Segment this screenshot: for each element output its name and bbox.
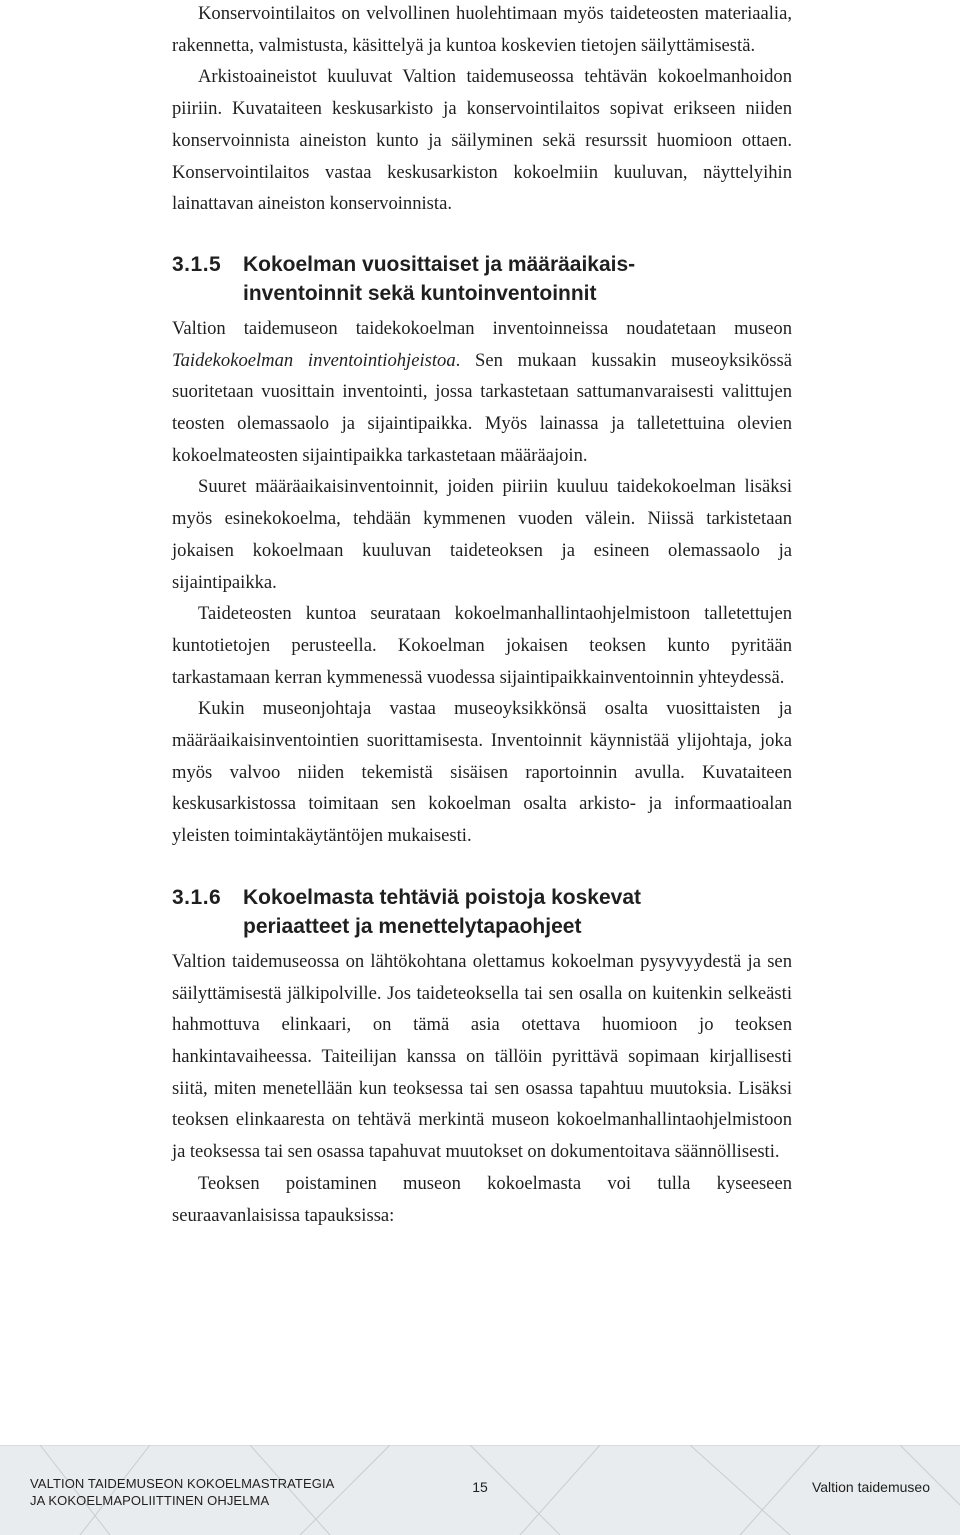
paragraph-inventory-guidelines — [172, 313, 792, 472]
section-title-line-1: Kokoelmasta tehtäviä poistoja koskevat — [243, 885, 641, 909]
section-title — [243, 250, 635, 308]
section-title-line-2: periaatteet ja menettelytapaohjeet — [243, 914, 582, 938]
publisher-name: Valtion taidemuseo — [811, 1479, 930, 1495]
paragraph-periodic-inventories: Suuret määräaikaisinventoinnit, joiden piiriin kuuluu taidekokoelman lisäksi myös esinekokoelma, tehdään kymmenen vuoden välein. Niissä tarkistetaan jokaisen kokoelmaan kuuluvan taideteoksen ja esineen olemassaolo ja sijaintipaikka. — [172, 476, 792, 593]
publication-title — [30, 1475, 334, 1509]
publication-title-line-1: VALTION TAIDEMUSEON KOKOELMASTRATEGIA — [30, 1476, 335, 1491]
section-title — [243, 883, 641, 941]
paragraph-condition-monitoring: Taideteosten kuntoa seurataan kokoelmanhallintaohjelmistoon talletettujen kuntotietojen perusteella. Kokoelman jokaisen teoksen kunto pyritään tarkastamaan kerran kymmenessä vuodessa sijaintipaikkainventoinnin yhteydessä. — [172, 603, 792, 688]
paragraph-removal-cases: Teoksen poistaminen museon kokoelmasta voi tulla kyseeseen seuraavanlaisissa tapauksissa: — [172, 1172, 792, 1226]
document-body — [172, 0, 792, 1231]
section-number: 3.1.6 — [172, 885, 222, 909]
text-run: Valtion taidemuseon taidekokoelman inventoinneissa noudatetaan museon — [172, 317, 792, 339]
paragraph-archive-materials: Arkistoaineistot kuuluvat Valtion taidemuseossa tehtävän kokoelmanhoidon piiriin. Kuvataiteen keskusarkisto ja konservointilaitos sopivat erikseen niiden konservoinnista aineiston kunto ja säilyminen sekä resurssit huomioon ottaen. Konservointilaitos vastaa keskusarkiston kokoelmiin kuuluvan, näyttelyihin lainattavan aineiston konservoinnista. — [172, 66, 792, 215]
paragraph-conservation-duty: Konservointilaitos on velvollinen huolehtimaan myös taideteosten materiaalia, rakennetta, valmistusta, käsittelyä ja kuntoa koskevien tietojen säilyttämisestä. — [172, 3, 792, 56]
paragraph-responsibilities: Kukin museonjohtaja vastaa museoyksikkönsä osalta vuosittaisten ja määräaikaisinventointien suorittamisesta. Inventoinnit käynnistää ylijohtaja, joka myös valvoo niiden tekemistä sisäisen raportoinnin avulla. Kuvataiteen keskusarkistossa toimitaan sen kokoelman osalta arkisto- ja informaatioalan yleisten toimintakäytäntöjen mukaisesti. — [172, 698, 792, 847]
section-heading-3-1-5 — [172, 250, 792, 308]
page-number: 15 — [472, 1479, 488, 1495]
text-run: . Sen mukaan kussakin museoyksikössä suoritetaan vuosittain inventointi, jossa tarkastetaan sattumanvaraisesti valittujen teosten olemassaolo ja sijaintipaikka. Myös lainassa ja talletettuina olevien kokoelmateosten sijaintipaikka tarkastetaan määräajoin. — [172, 349, 792, 466]
italic-document-title: Taidekokoelman inventointiohjeistoa — [172, 349, 456, 371]
section-title-line-1: Kokoelman vuosittaiset ja määräaikais- — [243, 252, 636, 276]
paragraph-collection-permanence: Valtion taidemuseossa on lähtökohtana olettamus kokoelman pysyvyydestä ja sen säilyttämisestä jälkipolville. Jos taideteoksella tai sen osalla on kuitenkin selkeästi hahmottuva elinkaari, on tämä asia otettava huomioon jo teoksen hankintavaiheessa. Taiteilijan kanssa on tällöin pyrittävä sopimaan kirjallisesti siitä, miten menetellään kun teoksessa tai sen osassa tapahtuu muutoksia. Lisäksi teoksen elinkaaresta on tehtävä merkintä museon kokoelmanhallintaohjelmistoon ja teoksessa tai sen osassa tapahuvat muutokset on dokumentoitava säännöllisesti. — [172, 950, 792, 1163]
section-heading-3-1-6 — [172, 883, 792, 941]
section-title-line-2: inventoinnit sekä kuntoinventoinnit — [243, 281, 597, 305]
section-number: 3.1.5 — [172, 252, 222, 276]
page-footer — [0, 1445, 960, 1535]
publication-title-line-2: JA KOKOELMAPOLIITTINEN OHJELMA — [30, 1493, 270, 1508]
